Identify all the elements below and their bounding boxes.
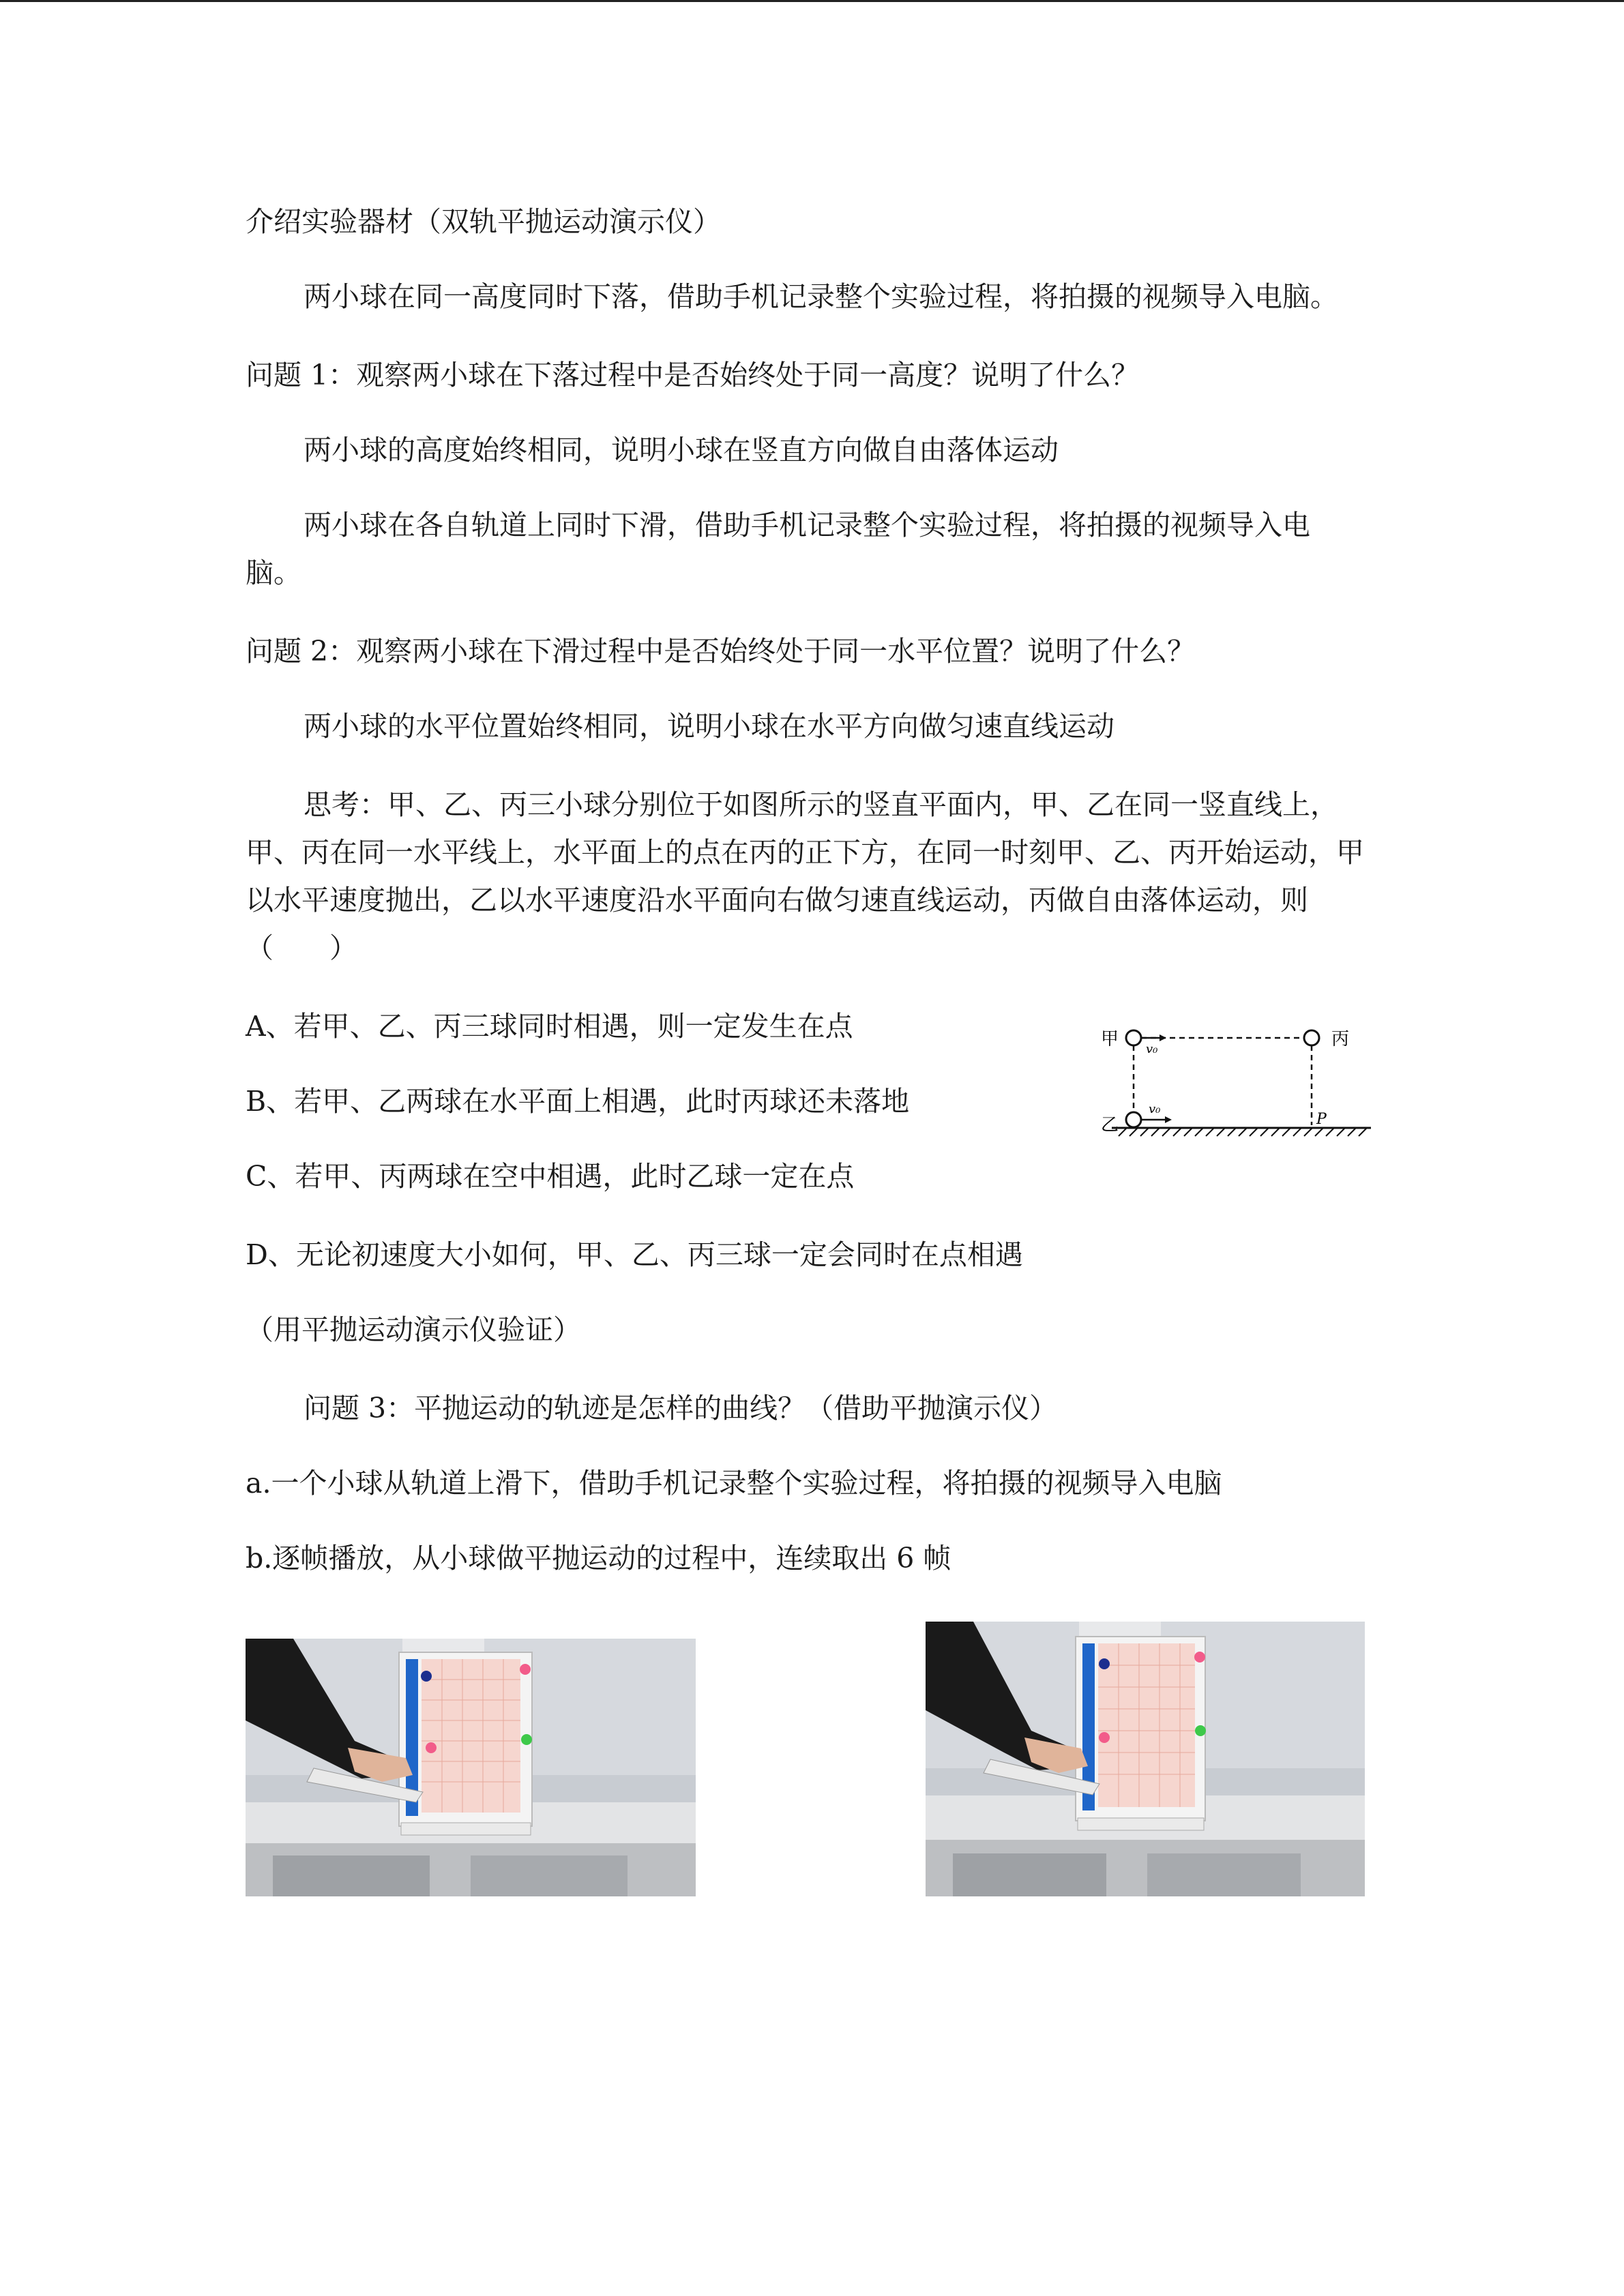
answer-1: 两小球的高度始终相同，说明小球在竖直方向做自由落体运动 xyxy=(304,434,1059,466)
page-top-border xyxy=(0,0,1624,2)
question-1: 问题 1：观察两小球在下落过程中是否始终处于同一高度？说明了什么？ xyxy=(246,359,1140,391)
v0-bottom-arrowhead xyxy=(1165,1116,1172,1123)
intro-line: 介绍实验器材（双轨平抛运动演示仪） xyxy=(246,205,721,238)
label-bing: 丙 xyxy=(1331,1029,1350,1049)
question-3: 问题 3：平抛运动的轨迹是怎样的曲线？（借助平抛演示仪） xyxy=(304,1392,1058,1425)
experiment-2-text: 两小球在各自轨道上同时下滑，借助手机记录整个实验过程，将拍摄的视频导入电脑。 xyxy=(246,509,1310,589)
step-a: a.一个小球从轨道上滑下，借助手机记录整个实验过程，将拍摄的视频导入电脑 xyxy=(246,1467,1222,1500)
v0-top-arrowhead xyxy=(1160,1034,1166,1041)
label-v0-top: v₀ xyxy=(1146,1042,1158,1056)
ball-jia xyxy=(1126,1030,1141,1045)
ball-bing xyxy=(1304,1030,1319,1045)
step-b: b.逐帧播放，从小球做平抛运动的过程中，连续取出 6 帧 xyxy=(246,1542,951,1575)
option-b: B、若甲、乙两球在水平面上相遇，此时丙球还未落地 xyxy=(246,1085,910,1118)
experiment-photo-1 xyxy=(246,1639,696,1896)
label-jia: 甲 xyxy=(1101,1029,1119,1049)
option-d: D、无论初速度大小如何，甲、乙、丙三球一定会同时在点相遇 xyxy=(246,1238,1023,1271)
ball-yi xyxy=(1126,1112,1141,1127)
option-a: A、若甲、乙、丙三球同时相遇，则一定发生在点 xyxy=(246,1010,853,1043)
label-v0-bottom: v₀ xyxy=(1149,1102,1161,1116)
experiment-photo-2 xyxy=(926,1622,1365,1896)
experiment-1-text: 两小球在同一高度同时下落，借助手机记录整个实验过程，将拍摄的视频导入电脑。 xyxy=(304,280,1338,313)
label-p: P xyxy=(1316,1111,1327,1128)
question-2: 问题 2：观察两小球在下滑过程中是否始终处于同一水平位置？说明了什么？ xyxy=(246,635,1196,668)
option-c: C、若甲、丙两球在空中相遇，此时乙球一定在点 xyxy=(246,1160,855,1193)
thinking-question: 思考：甲、乙、丙三小球分别位于如图所示的竖直平面内，甲、乙在同一竖直线上，甲、丙在同一水平线上，水平面上的点在丙的正下方，在同一时刻甲、乙、丙开始运动，甲以水平速度抛出，乙以水平速度沿水平面向右做匀速直线运动，丙做自由落体运动，则（ ） xyxy=(246,788,1364,964)
answer-2: 两小球的水平位置始终相同，说明小球在水平方向做匀速直线运动 xyxy=(304,710,1114,743)
label-yi: 乙 xyxy=(1101,1115,1119,1135)
motion-diagram xyxy=(1091,1016,1378,1139)
verify-note: （用平抛运动演示仪验证） xyxy=(246,1313,581,1346)
ground-hatching xyxy=(1119,1128,1367,1136)
